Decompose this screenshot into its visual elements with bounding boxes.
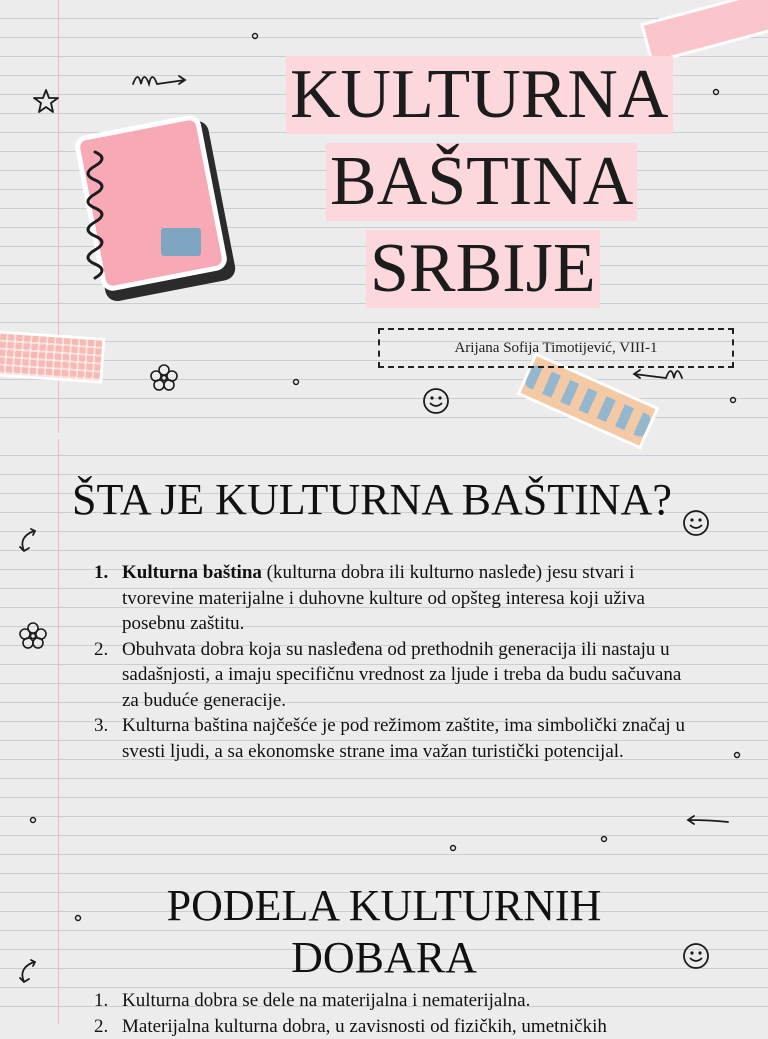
- smiley-icon: [422, 387, 450, 415]
- dot-icon: [712, 88, 720, 96]
- list-number: 1.: [94, 988, 108, 1014]
- author-name: Arijana Sofija Timotijević, VIII-1: [454, 340, 657, 357]
- arrow-icon: [130, 70, 190, 90]
- dot-icon: [449, 844, 457, 852]
- list-item: [94, 637, 694, 714]
- dot-icon: [74, 914, 82, 922]
- section-heading-podela: PODELA KULTURNIH DOBARA: [134, 880, 634, 984]
- list-item: [94, 1014, 694, 1039]
- list-item: [94, 988, 694, 1014]
- classification-list: [94, 988, 694, 1039]
- washi-tape-left: [0, 330, 105, 384]
- section-heading-sta-je: ŠTA JE KULTURNA BAŠTINA?: [72, 474, 672, 525]
- title-line-3: SRBIJE: [366, 230, 600, 308]
- dot-icon: [729, 396, 737, 404]
- term-bold: Kulturna baština: [122, 562, 262, 583]
- smiley-icon: [682, 509, 710, 537]
- dot-icon: [600, 835, 608, 843]
- list-text: Kulturna baština najčešće je pod režimom zaštite, ima simbolički značaj u svesti ljudi, a sa ekonomske strane ima važan turistički potencijal.: [122, 715, 685, 762]
- title-line-2: BAŠTINA: [326, 143, 637, 221]
- list-item: [94, 560, 694, 637]
- smiley-icon: [682, 942, 710, 970]
- star-icon: [32, 88, 60, 114]
- flower-icon: [150, 364, 178, 392]
- list-number: 2.: [94, 637, 108, 663]
- arrow-icon: [684, 810, 730, 830]
- notebook-label: [161, 228, 201, 256]
- list-number: 2.: [94, 1014, 108, 1039]
- notebook-sticker: [81, 124, 231, 296]
- author-box: [378, 328, 734, 368]
- dot-icon: [251, 32, 259, 40]
- list-text: Kulturna dobra se dele na materijalna i nematerijalna.: [122, 990, 530, 1011]
- flower-icon: [19, 622, 47, 650]
- curved-arrow-icon: [16, 527, 40, 555]
- list-number: 1.: [94, 560, 108, 586]
- dot-icon: [29, 816, 37, 824]
- curved-arrow-icon: [16, 958, 40, 986]
- list-text: Materijalna kulturna dobra, u zavisnosti od fizičkih, umetničkih: [122, 1016, 607, 1037]
- dot-icon: [292, 378, 300, 386]
- list-number: 3.: [94, 713, 108, 739]
- list-text: Obuhvata dobra koja su nasleđena od prethodnih generacija ili nastaju u sadašnjosti, a imaju specifičnu vrednost za ljude i treba da budu sačuvana za buduće generacije.: [122, 639, 681, 711]
- list-item: [94, 713, 694, 764]
- spiral-icon: [81, 144, 121, 294]
- margin-line: [58, 0, 59, 1024]
- definition-list: [94, 560, 694, 764]
- list-text: (kulturna dobra ili kulturno nasleđe) jesu stvari i tvorevine materijalne i duhovne kulture od opšteg interesa koji uživa posebnu zaštitu.: [122, 562, 645, 634]
- washi-tape-top: [640, 0, 768, 64]
- page-separator: [0, 433, 768, 439]
- dot-icon: [733, 751, 741, 759]
- title-line-1: KULTURNA: [286, 56, 673, 134]
